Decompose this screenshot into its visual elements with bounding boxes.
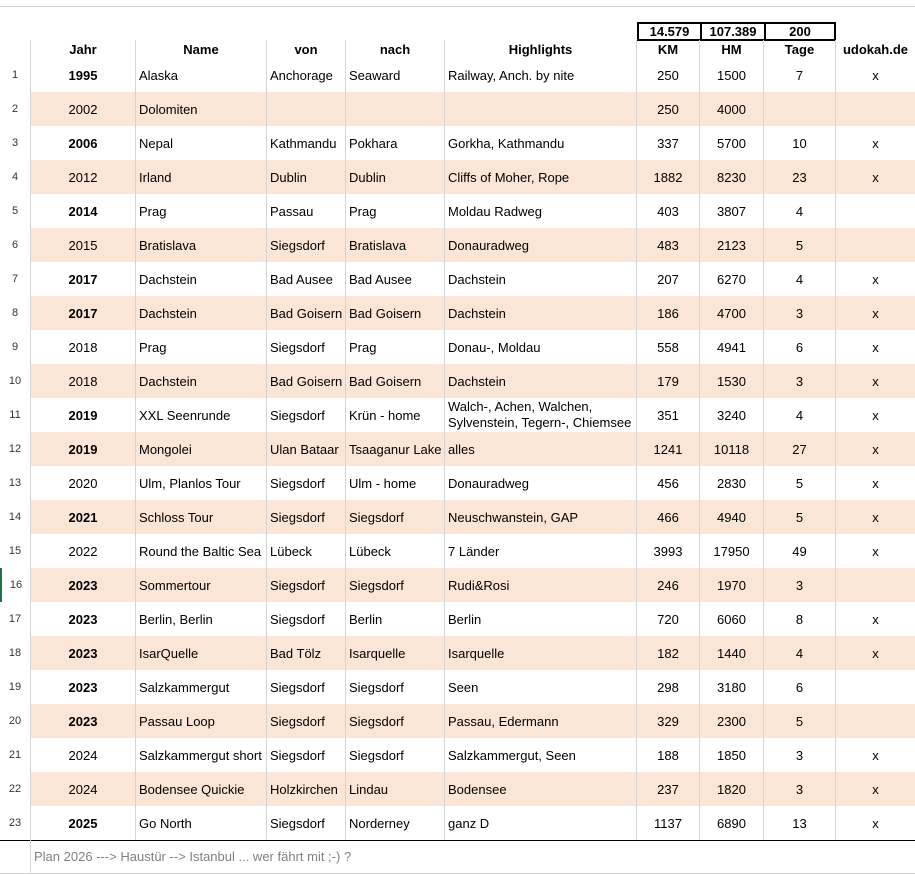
hm-cell[interactable]: 4940: [700, 500, 764, 534]
jahr-cell[interactable]: 2015: [31, 228, 136, 262]
tage-cell[interactable]: 5: [764, 466, 836, 500]
highlights-cell[interactable]: Berlin: [445, 602, 637, 636]
name-cell[interactable]: Salzkammergut: [136, 670, 267, 704]
hm-cell[interactable]: 1500: [700, 58, 764, 92]
jahr-cell[interactable]: 2002: [31, 92, 136, 126]
von-cell[interactable]: Siegsdorf: [267, 228, 346, 262]
udokah-cell[interactable]: [836, 670, 915, 704]
von-cell[interactable]: Bad Goisern: [267, 364, 346, 398]
table-row[interactable]: [0, 432, 915, 467]
name-cell[interactable]: Mongolei: [136, 432, 267, 466]
highlights-cell[interactable]: Dachstein: [445, 364, 637, 398]
von-cell[interactable]: Bad Tölz: [267, 636, 346, 670]
jahr-cell[interactable]: 2024: [31, 772, 136, 806]
tage-cell[interactable]: 10: [764, 126, 836, 160]
row-number[interactable]: 13: [0, 466, 31, 500]
udokah-cell[interactable]: x: [872, 407, 879, 423]
highlights-cell[interactable]: Donauradweg: [445, 466, 637, 500]
hm-cell[interactable]: 4000: [700, 92, 764, 126]
nach-cell[interactable]: Bad Goisern: [346, 364, 445, 398]
row-number[interactable]: 23: [0, 806, 31, 840]
name-cell[interactable]: Nepal: [136, 126, 267, 160]
km-cell[interactable]: 182: [637, 636, 700, 670]
km-cell[interactable]: 188: [637, 738, 700, 772]
tage-cell[interactable]: 4: [764, 262, 836, 296]
jahr-cell[interactable]: 2023: [31, 670, 136, 704]
highlights-cell[interactable]: Donau-, Moldau: [445, 330, 637, 364]
jahr-cell[interactable]: 2019: [31, 432, 136, 466]
name-cell[interactable]: IsarQuelle: [136, 636, 267, 670]
tage-cell[interactable]: 3: [764, 772, 836, 806]
tage-cell[interactable]: 4: [764, 398, 836, 432]
km-cell[interactable]: 207: [637, 262, 700, 296]
name-cell[interactable]: XXL Seenrunde: [136, 398, 267, 432]
von-cell[interactable]: Kathmandu: [267, 126, 346, 160]
hm-cell[interactable]: 2300: [700, 704, 764, 738]
table-row[interactable]: [0, 58, 915, 93]
row-number[interactable]: 19: [0, 670, 31, 704]
jahr-cell[interactable]: 2022: [31, 534, 136, 568]
name-cell[interactable]: Sommertour: [136, 568, 267, 602]
km-cell[interactable]: 179: [637, 364, 700, 398]
km-cell[interactable]: 298: [637, 670, 700, 704]
row-number[interactable]: 14: [0, 500, 31, 534]
von-cell[interactable]: Ulan Bataar: [267, 432, 346, 466]
km-cell[interactable]: 1241: [637, 432, 700, 466]
row-number[interactable]: 21: [0, 738, 31, 772]
highlights-cell[interactable]: Rudi&Rosi: [445, 568, 637, 602]
nach-cell[interactable]: Tsaaganur Lake: [346, 432, 445, 466]
km-cell[interactable]: 250: [637, 58, 700, 92]
nach-cell[interactable]: Seaward: [346, 58, 445, 92]
table-row[interactable]: [0, 92, 915, 127]
header-name[interactable]: Name: [136, 40, 267, 58]
highlights-cell[interactable]: ganz D: [445, 806, 637, 840]
name-cell[interactable]: Dolomiten: [136, 92, 267, 126]
tage-cell[interactable]: 5: [764, 500, 836, 534]
table-row[interactable]: [0, 194, 915, 229]
name-cell[interactable]: Dachstein: [136, 296, 267, 330]
hm-cell[interactable]: 3240: [700, 398, 764, 432]
footer-row: [0, 839, 915, 874]
name-cell[interactable]: Prag: [136, 194, 267, 228]
nach-cell[interactable]: Berlin: [346, 602, 445, 636]
table-row[interactable]: [0, 500, 915, 535]
name-cell[interactable]: Round the Baltic Sea: [136, 534, 267, 568]
jahr-cell[interactable]: 2025: [31, 806, 136, 840]
tage-cell[interactable]: 5: [764, 704, 836, 738]
jahr-cell[interactable]: 2017: [31, 296, 136, 330]
table-row[interactable]: [0, 534, 915, 569]
row-number[interactable]: 3: [0, 126, 31, 160]
udokah-cell[interactable]: x: [872, 271, 879, 287]
total-km[interactable]: 14.579: [637, 22, 702, 41]
hm-cell[interactable]: 17950: [700, 534, 764, 568]
tage-cell[interactable]: 8: [764, 602, 836, 636]
table-row[interactable]: [0, 670, 915, 705]
udokah-cell[interactable]: x: [872, 169, 879, 185]
table-row[interactable]: [0, 704, 915, 739]
hm-cell[interactable]: 6270: [700, 262, 764, 296]
von-cell[interactable]: Anchorage: [267, 58, 346, 92]
row-number[interactable]: 15: [0, 534, 31, 568]
table-row[interactable]: [0, 160, 915, 195]
von-cell[interactable]: Siegsdorf: [267, 738, 346, 772]
hm-cell[interactable]: 2123: [700, 228, 764, 262]
row-number[interactable]: 6: [0, 228, 31, 262]
nach-cell[interactable]: Ulm - home: [346, 466, 445, 500]
udokah-cell[interactable]: [836, 92, 915, 126]
name-cell[interactable]: Irland: [136, 160, 267, 194]
hm-cell[interactable]: 5700: [700, 126, 764, 160]
nach-cell[interactable]: Siegsdorf: [346, 568, 445, 602]
row-number[interactable]: 11: [0, 398, 31, 432]
km-cell[interactable]: 337: [637, 126, 700, 160]
highlights-cell[interactable]: Passau, Edermann: [445, 704, 637, 738]
hm-cell[interactable]: 4941: [700, 330, 764, 364]
row-number[interactable]: 12: [0, 432, 31, 466]
udokah-cell[interactable]: x: [872, 747, 879, 763]
name-cell[interactable]: Schloss Tour: [136, 500, 267, 534]
nach-cell[interactable]: [346, 92, 445, 126]
row-number[interactable]: 17: [0, 602, 31, 636]
udokah-cell[interactable]: x: [872, 135, 879, 151]
km-cell[interactable]: 558: [637, 330, 700, 364]
von-cell[interactable]: Bad Ausee: [267, 262, 346, 296]
highlights-cell[interactable]: Salzkammergut, Seen: [445, 738, 637, 772]
total-hm[interactable]: 107.389: [700, 22, 766, 41]
name-cell[interactable]: Prag: [136, 330, 267, 364]
highlights-cell[interactable]: Seen: [445, 670, 637, 704]
table-row[interactable]: [0, 126, 915, 161]
table-row[interactable]: [0, 568, 915, 603]
tage-cell[interactable]: 4: [764, 636, 836, 670]
row-number[interactable]: 20: [0, 704, 31, 738]
hm-cell[interactable]: 1970: [700, 568, 764, 602]
udokah-cell[interactable]: x: [872, 815, 879, 831]
von-cell[interactable]: Siegsdorf: [267, 398, 346, 432]
jahr-cell[interactable]: 2024: [31, 738, 136, 772]
highlights-cell[interactable]: Walch-, Achen, Walchen, Sylvenstein, Tegern-, Chiemsee: [445, 398, 637, 432]
name-cell[interactable]: Alaska: [136, 58, 267, 92]
km-cell[interactable]: 456: [637, 466, 700, 500]
km-cell[interactable]: 483: [637, 228, 700, 262]
highlights-cell[interactable]: Cliffs of Moher, Rope: [445, 160, 637, 194]
hm-cell[interactable]: 2830: [700, 466, 764, 500]
header-km[interactable]: KM: [637, 40, 700, 58]
tage-cell[interactable]: 27: [764, 432, 836, 466]
highlights-cell[interactable]: Donauradweg: [445, 228, 637, 262]
tage-cell[interactable]: 23: [764, 160, 836, 194]
km-cell[interactable]: 403: [637, 194, 700, 228]
highlights-cell[interactable]: Railway, Anch. by nite: [445, 58, 637, 92]
name-cell[interactable]: Passau Loop: [136, 704, 267, 738]
km-cell[interactable]: 1882: [637, 160, 700, 194]
name-cell[interactable]: Bratislava: [136, 228, 267, 262]
km-cell[interactable]: 237: [637, 772, 700, 806]
name-cell[interactable]: Berlin, Berlin: [136, 602, 267, 636]
jahr-cell[interactable]: 2006: [31, 126, 136, 160]
highlights-cell[interactable]: 7 Länder: [445, 534, 637, 568]
km-cell[interactable]: 1137: [637, 806, 700, 840]
nach-cell[interactable]: Dublin: [346, 160, 445, 194]
table-row[interactable]: [0, 772, 915, 807]
header-highlights[interactable]: Highlights: [445, 40, 637, 58]
von-cell[interactable]: Siegsdorf: [267, 806, 346, 840]
von-cell[interactable]: Bad Goisern: [267, 296, 346, 330]
highlights-cell[interactable]: Isarquelle: [445, 636, 637, 670]
header-jahr[interactable]: Jahr: [31, 40, 136, 58]
nach-cell[interactable]: Prag: [346, 194, 445, 228]
von-cell[interactable]: Siegsdorf: [267, 330, 346, 364]
udokah-cell[interactable]: x: [872, 339, 879, 355]
name-cell[interactable]: Dachstein: [136, 364, 267, 398]
udokah-cell[interactable]: x: [872, 441, 879, 457]
udokah-cell[interactable]: [836, 704, 915, 738]
totals-row: [0, 22, 915, 41]
nach-cell[interactable]: Siegsdorf: [346, 670, 445, 704]
von-cell[interactable]: Siegsdorf: [267, 602, 346, 636]
von-cell[interactable]: Holzkirchen: [267, 772, 346, 806]
km-cell[interactable]: 3993: [637, 534, 700, 568]
von-cell[interactable]: Passau: [267, 194, 346, 228]
von-cell[interactable]: Siegsdorf: [267, 568, 346, 602]
table-row[interactable]: [0, 602, 915, 637]
hm-cell[interactable]: 1850: [700, 738, 764, 772]
nach-cell[interactable]: Lindau: [346, 772, 445, 806]
udokah-cell[interactable]: x: [872, 305, 879, 321]
nach-cell[interactable]: Bratislava: [346, 228, 445, 262]
hm-cell[interactable]: 6060: [700, 602, 764, 636]
header-hm[interactable]: HM: [700, 40, 764, 58]
hm-cell[interactable]: 1530: [700, 364, 764, 398]
table-row[interactable]: [0, 330, 915, 365]
km-cell[interactable]: 246: [637, 568, 700, 602]
tage-cell[interactable]: 3: [764, 364, 836, 398]
von-cell[interactable]: [267, 92, 346, 126]
nach-cell[interactable]: Norderney: [346, 806, 445, 840]
table-row[interactable]: [0, 806, 915, 841]
von-cell[interactable]: Siegsdorf: [267, 704, 346, 738]
nach-cell[interactable]: Lübeck: [346, 534, 445, 568]
tage-cell[interactable]: 3: [764, 738, 836, 772]
jahr-cell[interactable]: 2023: [31, 568, 136, 602]
table-row[interactable]: [0, 398, 915, 433]
km-cell[interactable]: 186: [637, 296, 700, 330]
tage-cell[interactable]: 5: [764, 228, 836, 262]
jahr-cell[interactable]: 2018: [31, 330, 136, 364]
name-cell[interactable]: Ulm, Planlos Tour: [136, 466, 267, 500]
row-number[interactable]: 16: [0, 568, 31, 602]
nach-cell[interactable]: Isarquelle: [346, 636, 445, 670]
row-number[interactable]: 4: [0, 160, 31, 194]
jahr-cell[interactable]: 2020: [31, 466, 136, 500]
highlights-cell[interactable]: [445, 92, 637, 126]
name-cell[interactable]: Bodensee Quickie: [136, 772, 267, 806]
hm-cell[interactable]: 3180: [700, 670, 764, 704]
nach-cell[interactable]: Bad Ausee: [346, 262, 445, 296]
jahr-cell[interactable]: 1995: [31, 58, 136, 92]
jahr-cell[interactable]: 2018: [31, 364, 136, 398]
tage-cell[interactable]: 4: [764, 194, 836, 228]
hm-cell[interactable]: 1440: [700, 636, 764, 670]
highlights-cell[interactable]: Bodensee: [445, 772, 637, 806]
jahr-cell[interactable]: 2023: [31, 636, 136, 670]
km-cell[interactable]: 466: [637, 500, 700, 534]
name-cell[interactable]: Salzkammergut short: [136, 738, 267, 772]
jahr-cell[interactable]: 2017: [31, 262, 136, 296]
table-row[interactable]: [0, 738, 915, 773]
highlights-cell[interactable]: Moldau Radweg: [445, 194, 637, 228]
row-number[interactable]: 1: [0, 58, 31, 92]
tage-cell[interactable]: 3: [764, 296, 836, 330]
von-cell[interactable]: Dublin: [267, 160, 346, 194]
km-cell[interactable]: 329: [637, 704, 700, 738]
hm-cell[interactable]: 1820: [700, 772, 764, 806]
jahr-cell[interactable]: 2019: [31, 398, 136, 432]
table-row[interactable]: [0, 466, 915, 501]
table-row[interactable]: [0, 364, 915, 399]
von-cell[interactable]: Siegsdorf: [267, 670, 346, 704]
row-number[interactable]: 7: [0, 262, 31, 296]
table-row[interactable]: [0, 296, 915, 331]
highlights-cell[interactable]: alles: [445, 432, 637, 466]
tage-cell[interactable]: 3: [764, 568, 836, 602]
highlights-cell[interactable]: Dachstein: [445, 296, 637, 330]
name-cell[interactable]: Dachstein: [136, 262, 267, 296]
tage-cell[interactable]: 6: [764, 670, 836, 704]
jahr-cell[interactable]: 2023: [31, 602, 136, 636]
nach-cell[interactable]: Siegsdorf: [346, 704, 445, 738]
row-number[interactable]: 10: [0, 364, 31, 398]
udokah-cell[interactable]: [836, 568, 915, 602]
row-number[interactable]: 8: [0, 296, 31, 330]
udokah-cell[interactable]: x: [872, 543, 879, 559]
jahr-cell[interactable]: 2012: [31, 160, 136, 194]
tage-cell[interactable]: 6: [764, 330, 836, 364]
header-von[interactable]: von: [267, 40, 346, 58]
row-number[interactable]: 18: [0, 636, 31, 670]
udokah-cell[interactable]: x: [872, 781, 879, 797]
plan-note[interactable]: Plan 2026 ---> Haustür --> Istanbul ... wer fährt mit ;-) ?: [34, 848, 352, 864]
udokah-cell[interactable]: x: [872, 373, 879, 389]
row-number[interactable]: 22: [0, 772, 31, 806]
highlights-cell[interactable]: Neuschwanstein, GAP: [445, 500, 637, 534]
row-number[interactable]: 9: [0, 330, 31, 364]
header-nach[interactable]: nach: [346, 40, 445, 58]
udokah-cell[interactable]: x: [872, 475, 879, 491]
udokah-cell[interactable]: x: [872, 611, 879, 627]
tage-cell[interactable]: 49: [764, 534, 836, 568]
hm-cell[interactable]: 3807: [700, 194, 764, 228]
nach-cell[interactable]: Bad Goisern: [346, 296, 445, 330]
header-tage[interactable]: Tage: [764, 40, 836, 58]
header-udokah[interactable]: udokah.de: [842, 41, 908, 57]
top-row-strip: [0, 0, 915, 7]
von-cell[interactable]: Siegsdorf: [267, 500, 346, 534]
table-row[interactable]: [0, 262, 915, 297]
udokah-cell[interactable]: x: [872, 645, 879, 661]
row-number[interactable]: 5: [0, 194, 31, 228]
table-row[interactable]: [0, 228, 915, 263]
von-cell[interactable]: Lübeck: [267, 534, 346, 568]
km-cell[interactable]: 720: [637, 602, 700, 636]
table-row[interactable]: [0, 636, 915, 671]
highlights-cell[interactable]: Gorkha, Kathmandu: [445, 126, 637, 160]
nach-cell[interactable]: Krün - home: [346, 398, 445, 432]
highlights-cell[interactable]: Dachstein: [445, 262, 637, 296]
tage-cell[interactable]: 7: [764, 58, 836, 92]
jahr-cell[interactable]: 2021: [31, 500, 136, 534]
jahr-cell[interactable]: 2023: [31, 704, 136, 738]
km-cell[interactable]: 250: [637, 92, 700, 126]
nach-cell[interactable]: Siegsdorf: [346, 500, 445, 534]
jahr-cell[interactable]: 2014: [31, 194, 136, 228]
nach-cell[interactable]: Pokhara: [346, 126, 445, 160]
hm-cell[interactable]: 4700: [700, 296, 764, 330]
udokah-cell[interactable]: [836, 194, 915, 228]
header-row: [0, 40, 915, 59]
nach-cell[interactable]: Siegsdorf: [346, 738, 445, 772]
hm-cell[interactable]: 8230: [700, 160, 764, 194]
name-cell[interactable]: Go North: [136, 806, 267, 840]
row-number[interactable]: 2: [0, 92, 31, 126]
hm-cell[interactable]: 10118: [700, 432, 764, 466]
udokah-cell[interactable]: [836, 228, 915, 262]
hm-cell[interactable]: 6890: [700, 806, 764, 840]
tage-cell[interactable]: 13: [764, 806, 836, 840]
km-cell[interactable]: 351: [637, 398, 700, 432]
total-tage[interactable]: 200: [764, 22, 836, 41]
udokah-cell[interactable]: x: [872, 509, 879, 525]
udokah-cell[interactable]: x: [872, 67, 879, 83]
von-cell[interactable]: Siegsdorf: [267, 466, 346, 500]
nach-cell[interactable]: Prag: [346, 330, 445, 364]
tage-cell[interactable]: [764, 92, 836, 126]
